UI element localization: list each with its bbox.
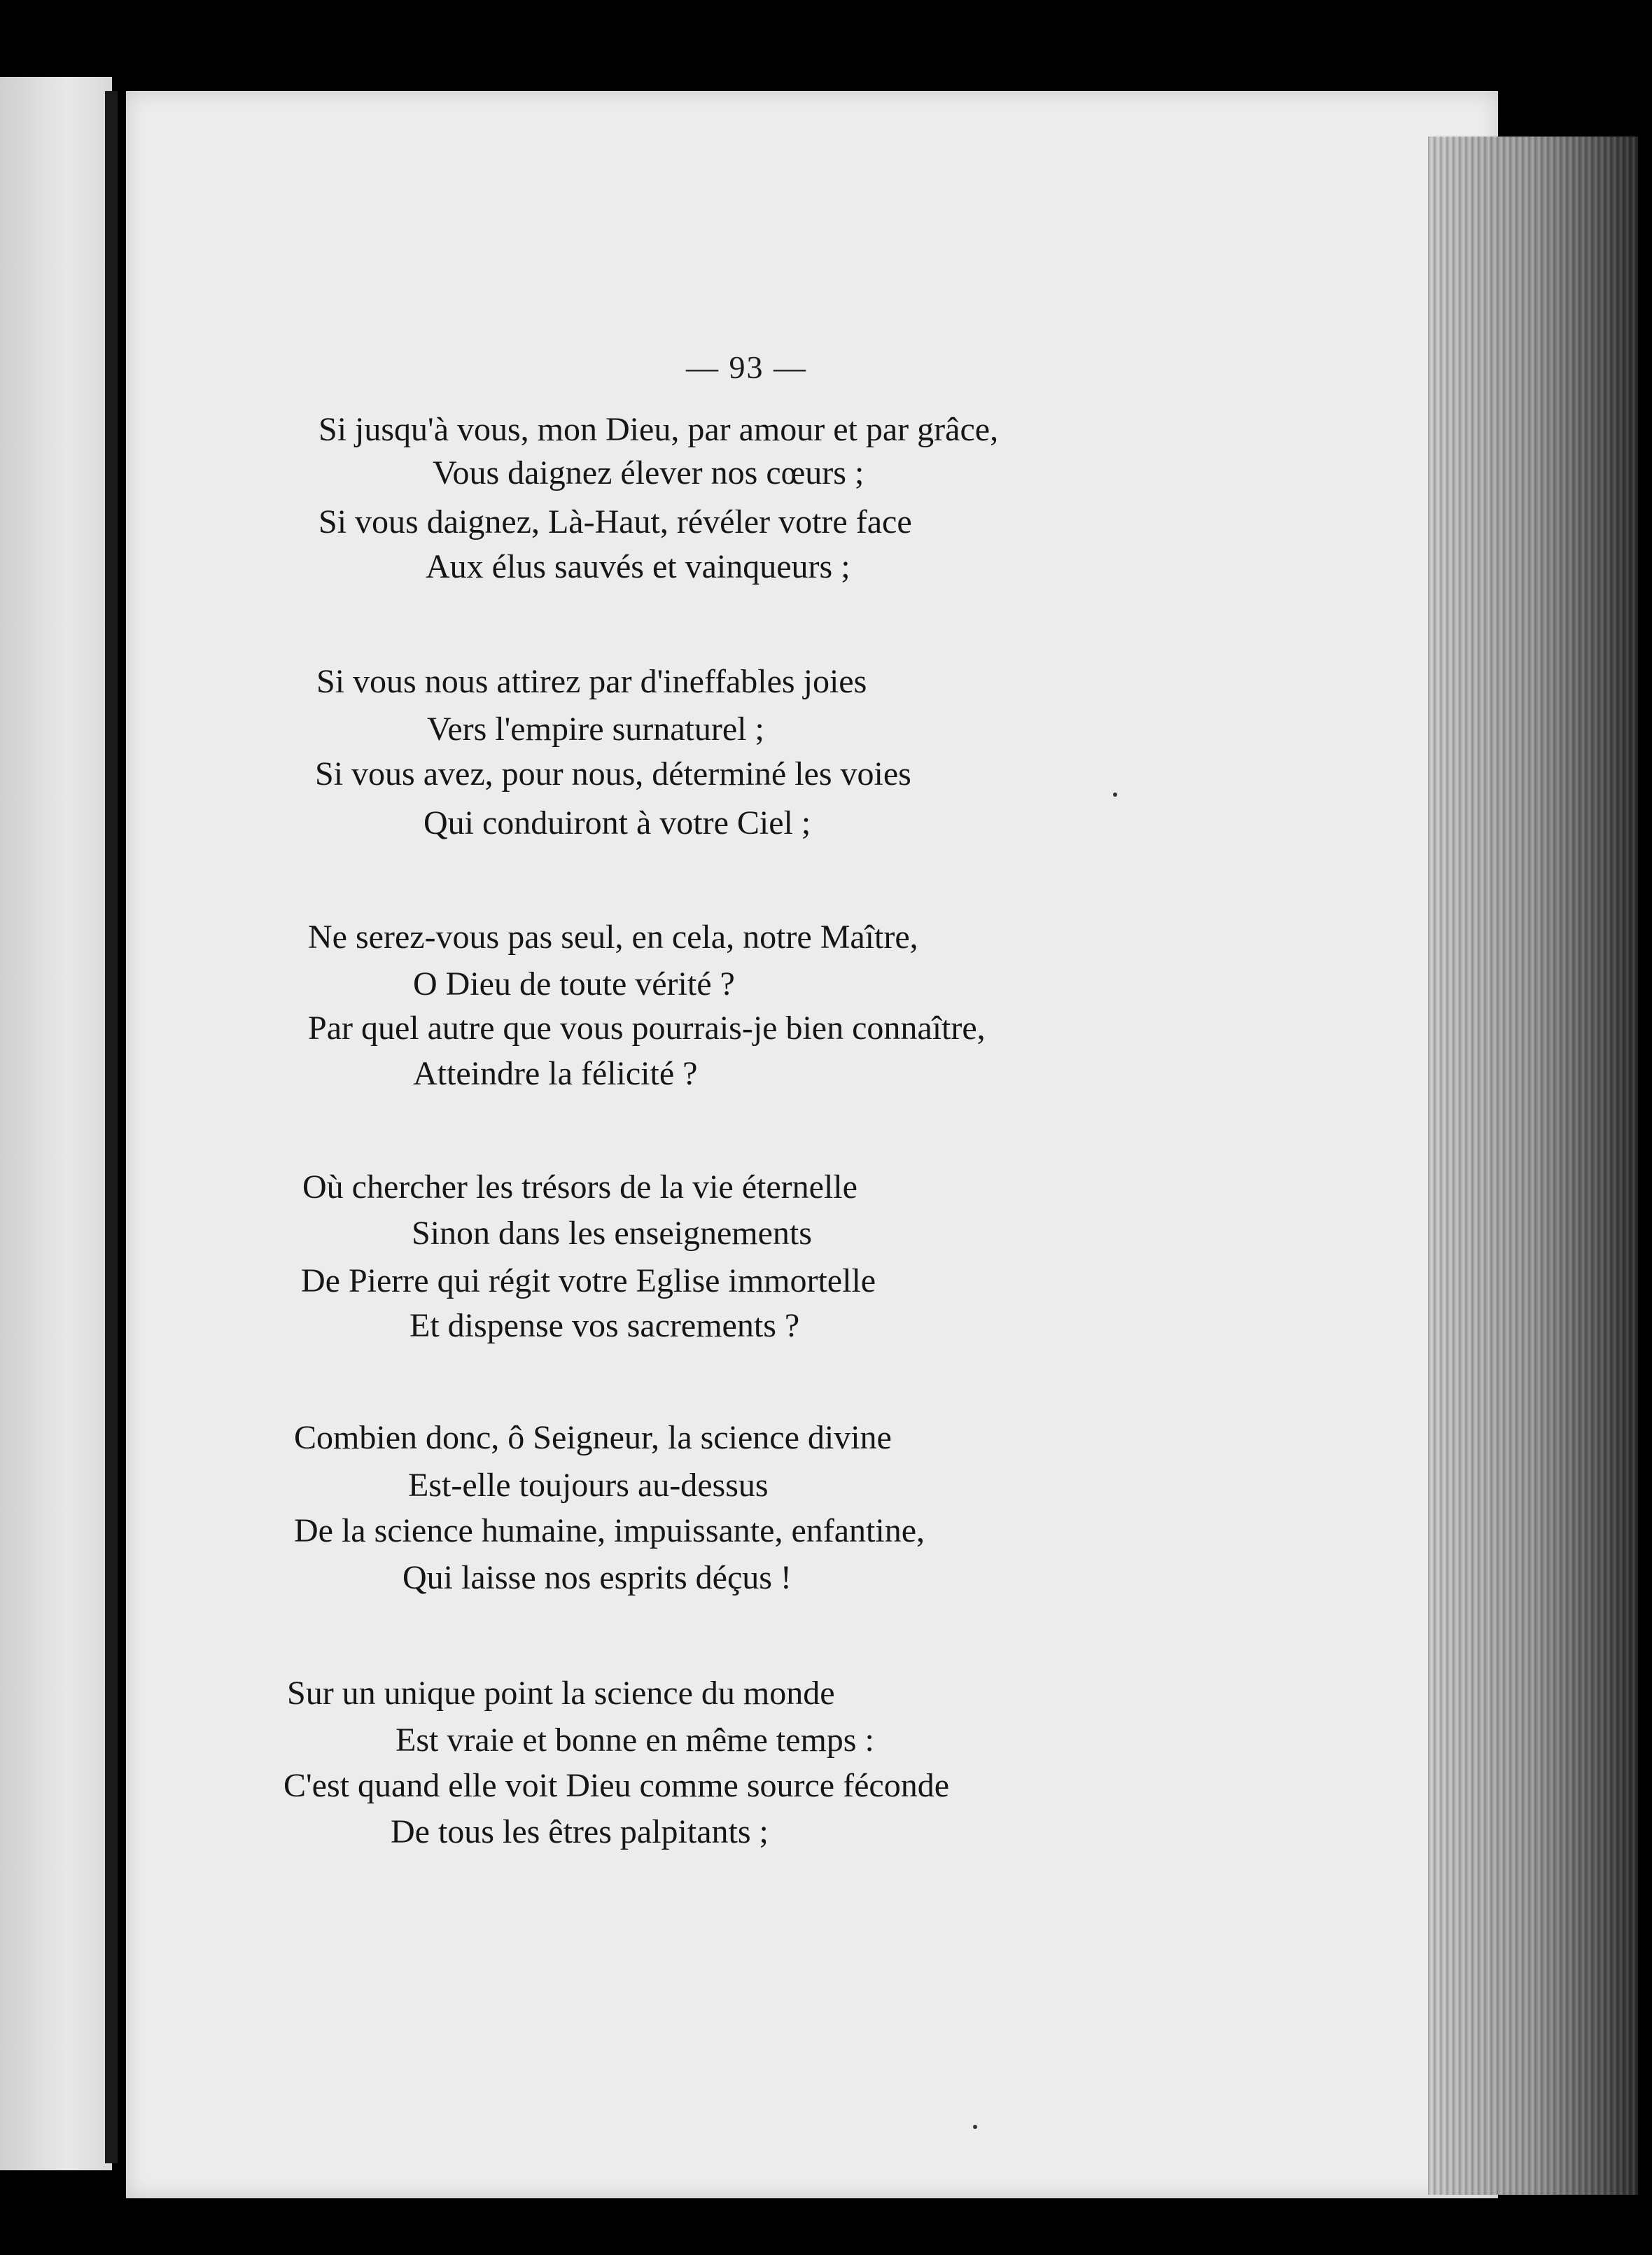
verse-line: Et dispense vos sacrements ? xyxy=(410,1307,800,1344)
verse-line: De tous les êtres palpitants ; xyxy=(391,1813,769,1850)
paper-speck xyxy=(1113,793,1117,797)
verse-line: Si vous nous attirez par d'ineffables joies xyxy=(316,663,867,700)
verse-line: Si vous avez, pour nous, déterminé les voies xyxy=(315,755,911,793)
book-gutter xyxy=(105,91,118,2163)
book-page xyxy=(126,91,1498,2198)
verse-line: Ne serez-vous pas seul, en cela, notre Maître, xyxy=(308,919,918,956)
verse-line: Est-elle toujours au-dessus xyxy=(408,1467,769,1504)
verse-line: De la science humaine, impuissante, enfantine, xyxy=(294,1512,925,1549)
verse-line: Où chercher les trésors de la vie éternelle xyxy=(302,1168,858,1206)
verse-line: Par quel autre que vous pourrais-je bien connaître, xyxy=(308,1010,986,1047)
verse-line: Si jusqu'à vous, mon Dieu, par amour et par grâce, xyxy=(318,411,999,448)
verse-line: Combien donc, ô Seigneur, la science divine xyxy=(294,1419,892,1456)
verse-line: Vers l'empire surnaturel ; xyxy=(427,711,764,748)
verse-line: Vous daignez élever nos cœurs ; xyxy=(433,454,864,491)
paper-speck xyxy=(973,2125,977,2129)
verse-line: O Dieu de toute vérité ? xyxy=(413,965,735,1003)
page-number: — 93 — xyxy=(686,349,807,385)
verse-line: Si vous daignez, Là-Haut, révéler votre face xyxy=(318,503,912,540)
verse-line: Sinon dans les enseignements xyxy=(412,1215,812,1252)
page-stack-edge xyxy=(1428,137,1638,2195)
verse-line: Est vraie et bonne en même temps : xyxy=(396,1722,874,1759)
verse-line: Atteindre la félicité ? xyxy=(413,1055,698,1092)
verse-line: C'est quand elle voit Dieu comme source féconde xyxy=(284,1767,949,1804)
left-page-margin xyxy=(0,77,112,2170)
verse-line: Aux élus sauvés et vainqueurs ; xyxy=(426,548,850,585)
verse-line: Sur un unique point la science du monde xyxy=(287,1675,835,1712)
verse-line: Qui conduiront à votre Ciel ; xyxy=(424,804,811,842)
verse-line: De Pierre qui régit votre Eglise immortelle xyxy=(301,1262,876,1299)
verse-line: Qui laisse nos esprits déçus ! xyxy=(402,1559,792,1596)
